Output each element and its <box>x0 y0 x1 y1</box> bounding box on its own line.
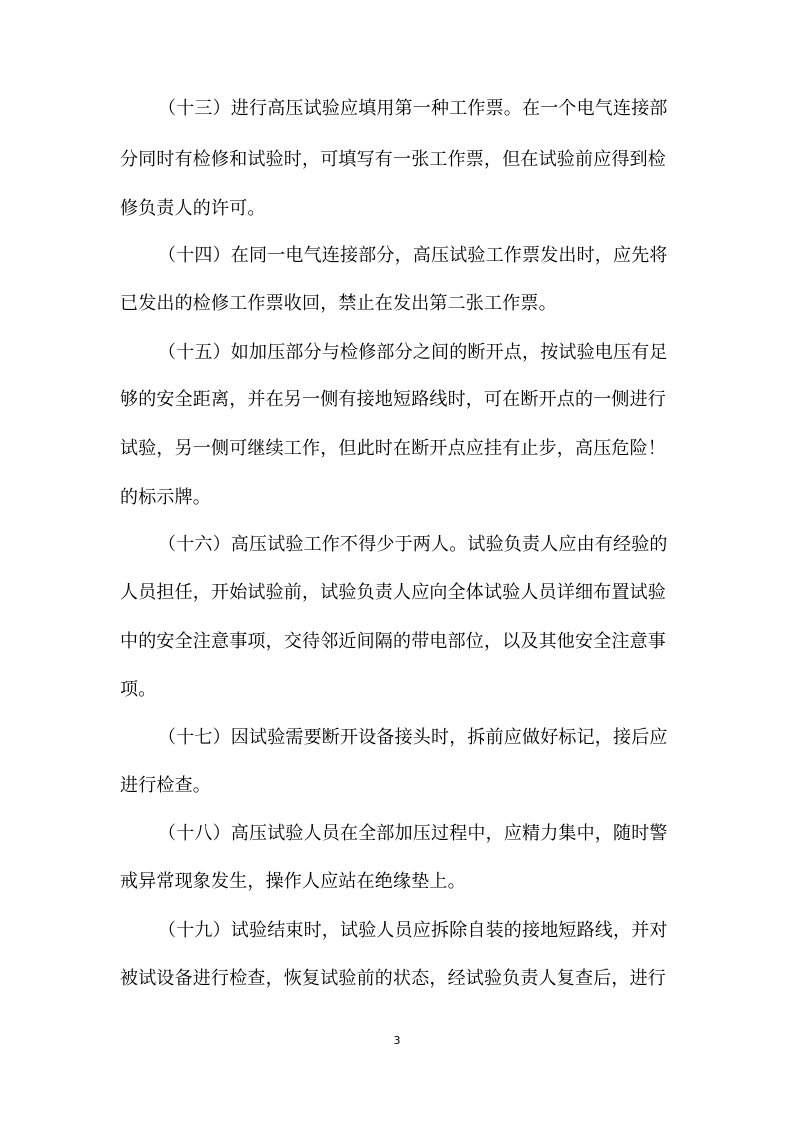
paragraph-14-line-1: （十四）在同一电气连接部分，高压试验工作票发出时，应先将 <box>158 245 668 266</box>
paragraph-15-line-3: 试验，另一侧可继续工作，但此时在断开点应挂有止步，高压危险！ <box>120 438 666 459</box>
paragraph-15-line-2: 够的安全距离，并在另一侧有接地短路线时，可在断开点的一侧进行 <box>120 389 666 410</box>
paragraph-13-line-3: 修负责人的许可。 <box>120 198 266 219</box>
paragraph-18-line-1: （十八）高压试验人员在全部加压过程中，应精力集中，随时警 <box>158 823 668 844</box>
paragraph-14-line-2: 已发出的检修工作票收回，禁止在发出第二张工作票。 <box>120 293 557 314</box>
paragraph-19-line-1: （十九）试验结束时，试验人员应拆除自装的接地短路线，并对 <box>158 920 668 941</box>
paragraph-13-line-2: 分同时有检修和试验时，可填写有一张工作票，但在试验前应得到检 <box>120 149 666 170</box>
page-number: 3 <box>393 1034 401 1047</box>
paragraph-18-line-2: 戒异常现象发生，操作人应站在绝缘垫上。 <box>120 871 466 892</box>
paragraph-17-line-2: 进行检查。 <box>120 775 211 796</box>
paragraph-17-line-1: （十七）因试验需要断开设备接头时，拆前应做好标记，接后应 <box>158 727 668 748</box>
paragraph-15-line-1: （十五）如加压部分与检修部分之间的断开点，按试验电压有足 <box>158 342 668 363</box>
paragraph-16-line-3: 中的安全注意事项，交待邻近间隔的带电部位，以及其他安全注意事 <box>120 631 666 652</box>
paragraph-16-line-4: 项。 <box>120 679 157 700</box>
paragraph-19-line-2: 被试设备进行检查，恢复试验前的状态，经试验负责人复查后，进行 <box>120 968 666 989</box>
paragraph-13-line-1: （十三）进行高压试验应填用第一种工作票。在一个电气连接部 <box>158 98 668 119</box>
paragraph-16-line-1: （十六）高压试验工作不得少于两人。试验负责人应由有经验的 <box>158 534 668 555</box>
paragraph-16-line-2: 人员担任，开始试验前，试验负责人应向全体试验人员详细布置试验 <box>120 582 666 603</box>
paragraph-15-line-4: 的标示牌。 <box>120 487 211 508</box>
